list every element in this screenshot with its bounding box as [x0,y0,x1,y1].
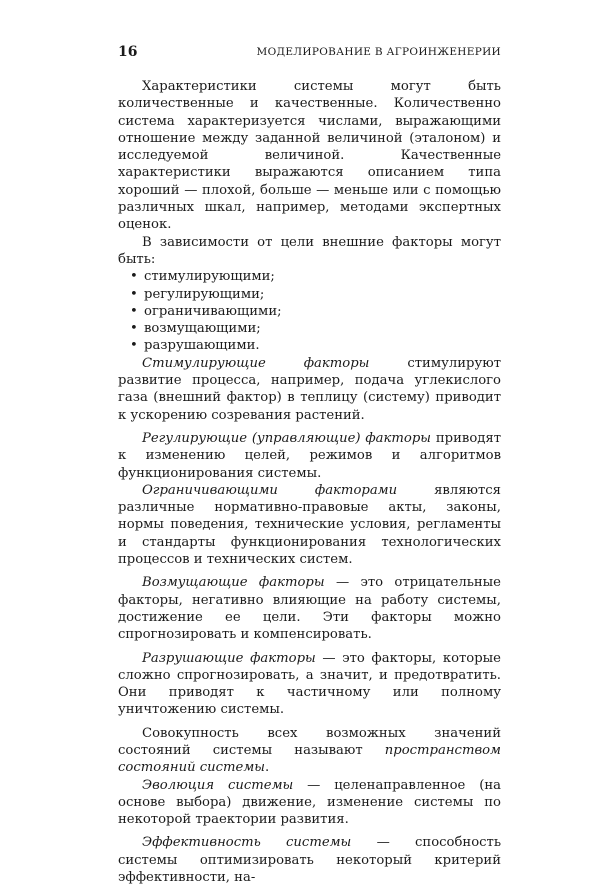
term: пространством состояний системы [118,742,501,776]
definition-text: — это факторы, которые сложно спрогнозировать, а значит, и предотвратить. Они приводят к частичному или полному уничтожению системы. [118,650,501,718]
factors-intro: В зависимости от цели внешние факторы могут быть: [118,234,501,267]
state-space-paragraph [118,725,501,777]
page-header [118,44,501,64]
factors-list [118,268,501,354]
list-item: • ограничивающими; [130,303,282,319]
running-title: МОДЕЛИРОВАНИЕ В АГРОИНЖЕНЕРИИ [256,46,501,58]
definition-text: стимулируют развитие процесса, например, подача углекислого газа (внешний фактор) в теплицу (систему) приводит к ускорению созревания растений. [118,355,501,423]
list-item: • разрушающими. [130,338,260,354]
efficiency-text: — способность системы оптимизировать некоторый критерий эффективности, на- [118,835,501,886]
definition-text: являются различные нормативно-правовые акты, законы, нормы поведения, технические условия, регламенты и стандарты функционирования технологических процессов и технических систем. [118,482,501,568]
bullet-icon: • [130,269,138,285]
state-space-end: . [265,760,270,776]
list-item: • стимулирующими; [130,269,275,285]
term: Эффективность системы [142,835,352,851]
definition-regulating [118,430,501,482]
definition-limiting [118,482,501,568]
definition-destructive [118,650,501,719]
page-number: 16 [118,44,138,60]
intro-paragraph: Характеристики системы могут быть количественные и качественные. Количественно система характеризуется числами, выражающими отношение между заданной величиной (эталоном) и исследуемой величиной. Качественные характеристики выражаются описанием типа хороший — плохой, больше — меньше или с помощью различных шкал, например, методами экспертных оценок. [118,79,501,233]
definition-stimulating [118,355,501,424]
definition-disturbing [118,574,501,643]
bullet-icon: • [130,286,138,302]
bullet-icon: • [130,303,138,319]
efficiency-paragraph [118,834,501,886]
list-item: • возмущающими; [130,321,261,337]
bullet-icon: • [130,321,138,337]
term: Ограничивающими факторами [142,482,398,498]
term: Разрушающие факторы [142,650,316,666]
term: Регулирующие (управляющие) факторы [142,430,432,446]
state-space-text: Совокупность всех возможных значений состояний системы называют [118,725,501,758]
term: Возмущающие факторы [142,575,325,591]
definition-text: приводят к изменению целей, режимов и алгоритмов функционирования системы. [118,430,501,481]
term: Эволюция системы [142,777,294,793]
definition-text: — это отрицательные факторы, негативно влияющие на работу системы, достижение ее цели. Эти факторы можно спрогнозировать и компенсировать. [118,575,501,643]
term: Стимулирующие факторы [142,355,370,371]
list-item: • регулирующими; [130,286,265,302]
evolution-text: — целенаправленное (на основе выбора) движение, изменение системы по некоторой траектории развития. [118,777,501,828]
evolution-paragraph [118,777,501,829]
bullet-icon: • [130,338,138,354]
page-body [118,78,501,886]
